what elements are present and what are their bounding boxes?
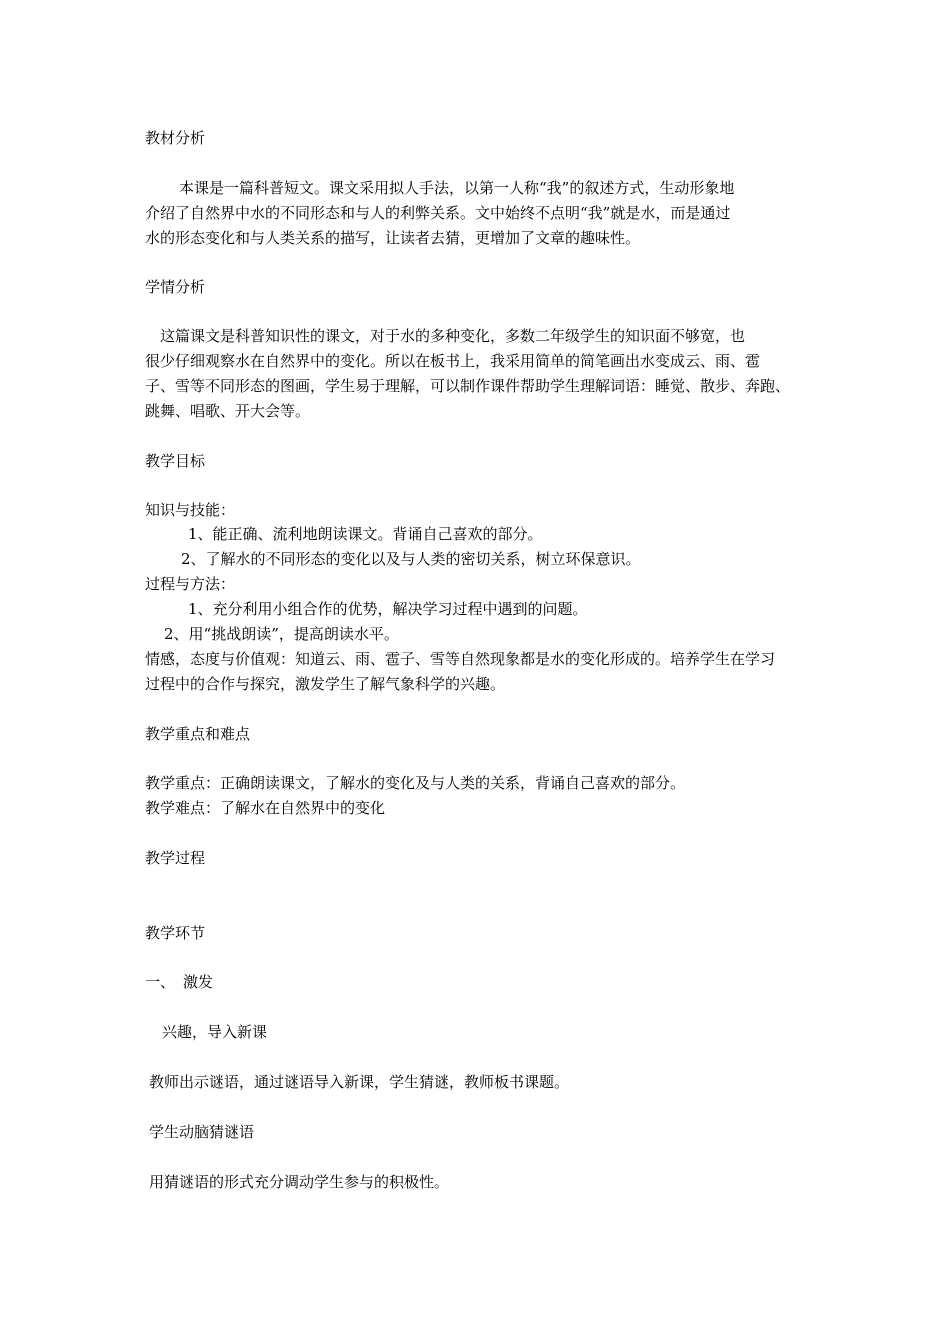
textbook-analysis-line-2: 介绍了自然界中水的不同形态和与人的利弊关系。文中始终不点明“我”就是水，而是通过 bbox=[145, 204, 731, 222]
emotion-line-1: 情感，态度与价值观：知道云、雨、雹子、雪等自然现象都是水的变化形成的。培养学生在学习 bbox=[145, 650, 776, 668]
student-analysis-line-3: 子、雪等不同形态的图画，学生易于理解，可以制作课件帮助学生理解词语：睡觉、散步、奔跑、 bbox=[145, 377, 791, 395]
student-analysis-line-2: 很少仔细观察水在自然界中的变化。所以在板书上，我采用简单的简笔画出水变成云、雨、雹 bbox=[145, 352, 761, 370]
difficulty-text: 教学难点：了解水在自然界中的变化 bbox=[145, 799, 386, 817]
heading-textbook-analysis: 教材分析 bbox=[145, 129, 206, 147]
knowledge-item-2: 2、了解水的不同形态的变化以及与人类的密切关系，树立环保意识。 bbox=[181, 550, 641, 568]
knowledge-item-1: 1、能正确、流利地朗读课文。背诵自己喜欢的部分。 bbox=[188, 525, 543, 543]
textbook-analysis-line-1: 本课是一篇科普短文。课文采用拟人手法，以第一人称“我”的叙述方式，生动形象地 bbox=[179, 179, 735, 197]
teacher-activity-text: 教师出示谜语，通过谜语导入新课，学生猜谜，教师板书课题。 bbox=[149, 1073, 570, 1091]
process-item-2: 2、用“挑战朗读”，提高朗读水平。 bbox=[164, 625, 399, 643]
student-activity-text: 学生动脑猜谜语 bbox=[149, 1123, 255, 1141]
textbook-analysis-line-3: 水的形态变化和与人类关系的描写，让读者去猜，更增加了文章的趣味性。 bbox=[145, 229, 641, 247]
student-analysis-line-4: 跳舞、唱歌、开大会等。 bbox=[145, 402, 311, 420]
heading-key-points: 教学重点和难点 bbox=[145, 725, 251, 743]
heading-teaching-process: 教学过程 bbox=[145, 849, 206, 867]
student-analysis-line-1: 这篇课文是科普知识性的课文，对于水的多种变化，多数二年级学生的知识面不够宽，也 bbox=[160, 327, 746, 345]
step-one-title-b: 兴趣，导入新课 bbox=[162, 1023, 268, 1041]
process-label: 过程与方法： bbox=[145, 575, 236, 593]
heading-student-analysis: 学情分析 bbox=[145, 278, 206, 296]
design-intent-text: 用猜谜语的形式充分调动学生参与的积极性。 bbox=[149, 1173, 450, 1191]
knowledge-label: 知识与技能： bbox=[145, 501, 236, 519]
emotion-line-2: 过程中的合作与探究，激发学生了解气象科学的兴趣。 bbox=[145, 675, 506, 693]
step-one-number: 一、 bbox=[145, 973, 176, 991]
step-one-title-a: 激发 bbox=[183, 973, 214, 991]
process-item-1: 1、充分利用小组合作的优势，解决学习过程中遇到的问题。 bbox=[188, 600, 588, 618]
key-point-text: 教学重点：正确朗读课文，了解水的变化及与人类的关系，背诵自己喜欢的部分。 bbox=[145, 774, 686, 792]
heading-teaching-goals: 教学目标 bbox=[145, 452, 206, 470]
heading-teaching-steps: 教学环节 bbox=[145, 924, 206, 942]
